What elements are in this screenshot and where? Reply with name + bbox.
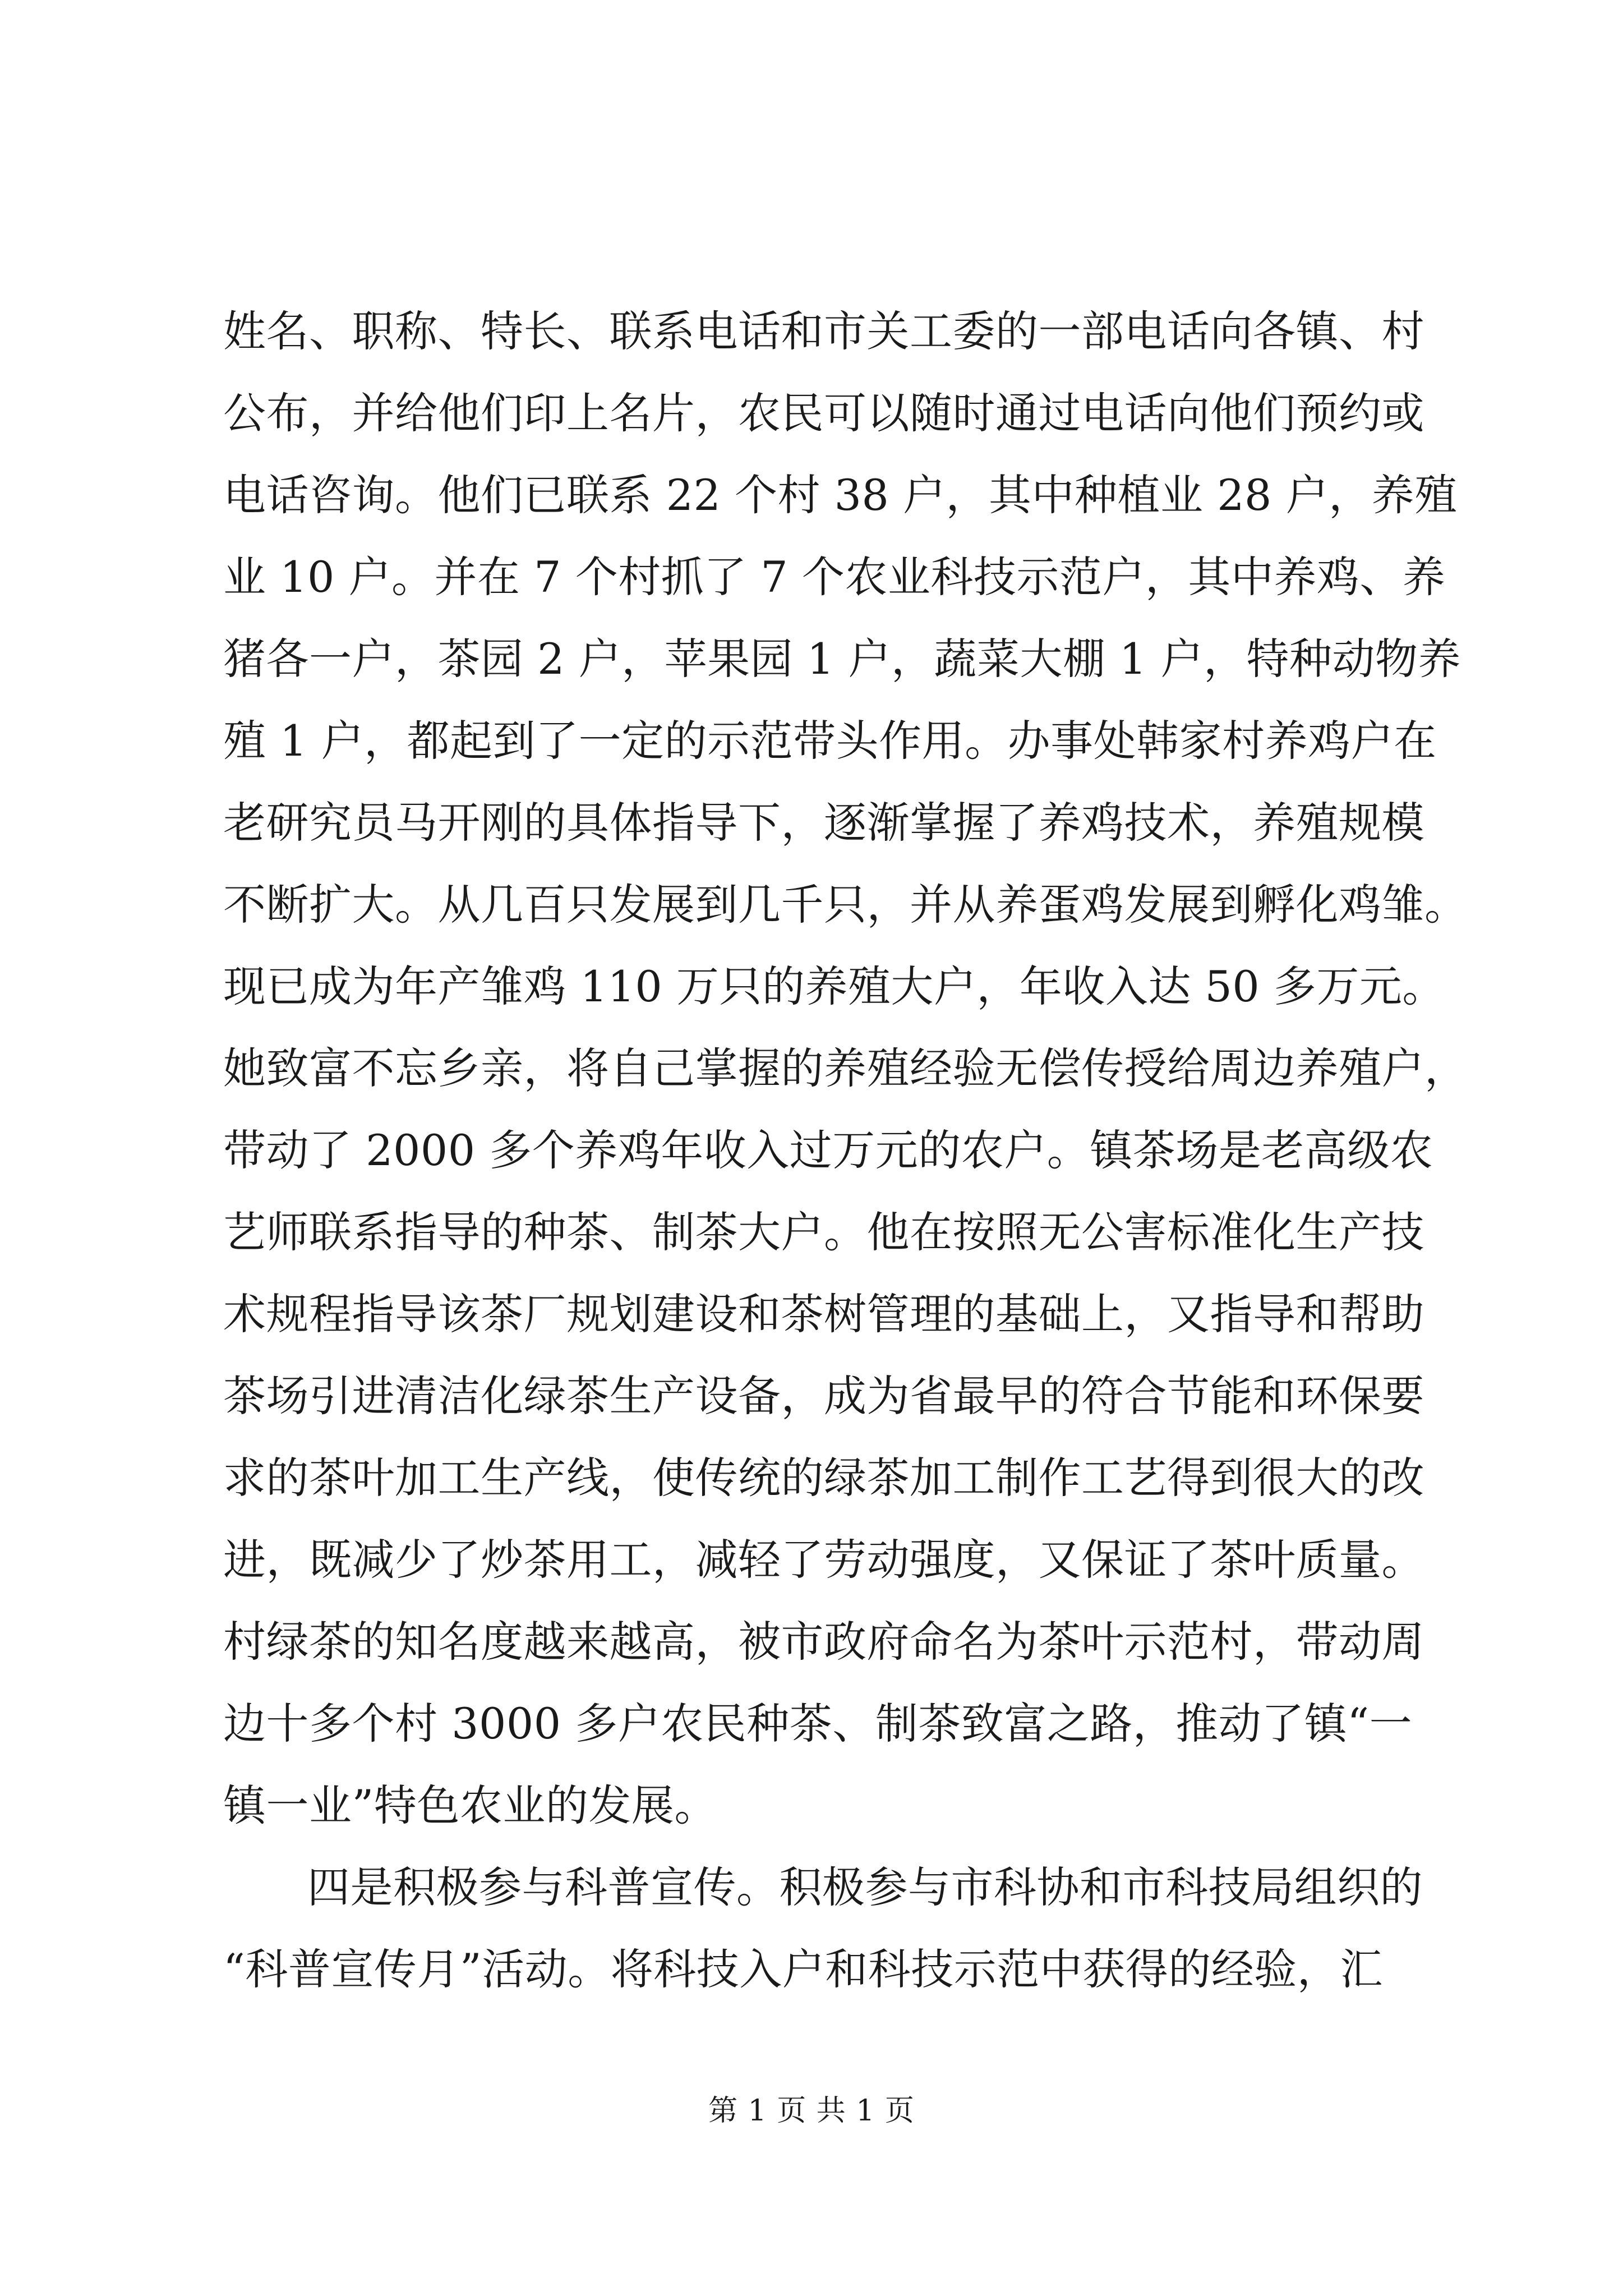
text-line: 镇一业”特色农业的发展。 [223, 1780, 717, 1830]
text-line: 公布，并给他们印上名片，农民可以随时通过电话向他们预约或 [223, 388, 1424, 438]
text-line: 茶场引进清洁化绿茶生产设备，成为省最早的符合节能和环保要 [223, 1371, 1424, 1421]
text-line: 老研究员马开刚的具体指导下，逐渐掌握了养鸡技术，养殖规模 [223, 798, 1424, 848]
text-line: 艺师联系指导的种茶、制茶大户。他在按照无公害标准化生产技 [223, 1207, 1424, 1257]
page-number-footer: 第 1 页 共 1 页 [708, 2094, 915, 2128]
text-line: 猪各一户，茶园 2 户，苹果园 1 户，蔬菜大棚 1 户，特种动物养 [223, 634, 1461, 684]
text-line: 边十多个村 3000 多户农民种茶、制茶致富之路，推动了镇“一 [223, 1699, 1413, 1749]
text-line: 殖 1 户，都起到了一定的示范带头作用。办事处韩家村养鸡户在 [223, 716, 1437, 766]
text-line: “科普宣传月”活动。将科技入户和科技示范中获得的经验，汇 [223, 1944, 1383, 1994]
text-line: 业 10 户。并在 7 个村抓了 7 个农业科技示范户，其中养鸡、养 [223, 552, 1446, 602]
text-line: 姓名、职称、特长、联系电话和市关工委的一部电话向各镇、村 [223, 306, 1424, 356]
text-line: 求的茶叶加工生产线，使传统的绿茶加工制作工艺得到很大的改 [223, 1453, 1424, 1503]
text-line: 现已成为年产雏鸡 110 万只的养殖大户，年收入达 50 多万元。 [223, 961, 1445, 1011]
text-line: 电话咨询。他们已联系 22 个村 38 户，其中种植业 28 户，养殖 [223, 470, 1458, 520]
text-line: 不断扩大。从几百只发展到几千只，并从养蛋鸡发展到孵化鸡雏。 [223, 880, 1468, 930]
text-line: 村绿茶的知名度越来越高，被市政府命名为茶叶示范村，带动周 [223, 1617, 1424, 1667]
paragraph-start-line: 四是积极参与科普宣传。积极参与市科协和市科技局组织的 [307, 1862, 1423, 1912]
text-line: 术规程指导该茶厂规划建设和茶树管理的基础上，又指导和帮助 [223, 1289, 1424, 1339]
text-line: 她致富不忘乡亲，将自己掌握的养殖经验无偿传授给周边养殖户， [223, 1043, 1468, 1093]
body-text [223, 291, 1468, 2010]
text-line: 带动了 2000 多个养鸡年收入过万元的农户。镇茶场是老高级农 [223, 1125, 1433, 1175]
text-line: 进，既减少了炒茶用工，减轻了劳动强度，又保证了茶叶质量。 [223, 1535, 1424, 1585]
